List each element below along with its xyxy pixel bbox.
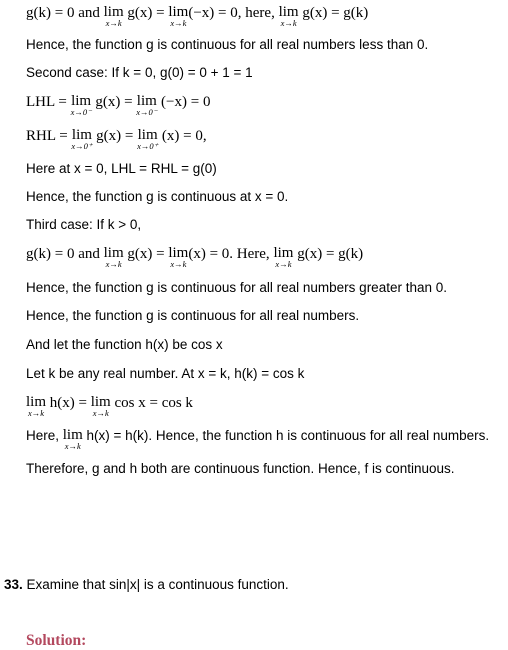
math-text: g(x) = bbox=[123, 246, 169, 262]
text-line-16: Therefore, g and h both are continuous function. Hence, f is continuous. bbox=[26, 461, 455, 476]
text-line-12: And let the function h(x) be cos x bbox=[26, 337, 223, 352]
text-line-3: Second case: If k = 0, g(0) = 0 + 1 = 1 bbox=[26, 65, 253, 80]
question-number: 33. bbox=[4, 577, 23, 592]
text-line-rhl bbox=[26, 127, 504, 150]
text-line-15 bbox=[26, 427, 504, 450]
text-span: h(x) = h(k). Hence, the function h is continuous for all real numbers. bbox=[82, 428, 490, 443]
limit-operator: lim x→k bbox=[62, 427, 83, 451]
math-text: RHL = bbox=[26, 128, 72, 144]
math-text: g(x) = bbox=[92, 128, 138, 144]
math-text: g(k) = 0 and bbox=[26, 5, 104, 21]
text-span: Here, bbox=[26, 428, 63, 443]
limit-operator: lim x→k bbox=[168, 4, 189, 28]
limit-operator: lim x→0⁺ bbox=[71, 127, 93, 151]
math-text: (x) = 0. Here, bbox=[188, 246, 274, 262]
math-text: g(x) = bbox=[91, 94, 137, 110]
limit-operator: lim x→k bbox=[103, 245, 124, 269]
math-text: (x) = 0, bbox=[158, 128, 207, 144]
math-text: (−x) = 0, here, bbox=[188, 5, 279, 21]
text-line-14 bbox=[26, 394, 504, 417]
text-line-6: Here at x = 0, LHL = RHL = g(0) bbox=[26, 161, 217, 176]
text-line-8: Third case: If k > 0, bbox=[26, 217, 142, 232]
text-line-2: Hence, the function g is continuous for all real numbers less than 0. bbox=[26, 37, 429, 52]
limit-operator: lim x→0⁻ bbox=[136, 93, 158, 117]
math-text: g(x) = g(k) bbox=[293, 246, 364, 262]
text-line-11: Hence, the function g is continuous for all real numbers. bbox=[26, 308, 360, 323]
math-text: g(x) = g(k) bbox=[298, 5, 369, 21]
limit-operator: lim x→k bbox=[168, 245, 189, 269]
solution-label: Solution: bbox=[26, 632, 87, 649]
limit-operator: lim x→0⁺ bbox=[137, 127, 159, 151]
math-text: h(x) = bbox=[46, 395, 91, 411]
math-text: (−x) = 0 bbox=[157, 94, 211, 110]
limit-operator: lim x→k bbox=[26, 394, 47, 418]
text-line-13: Let k be any real number. At x = k, h(k) = cos k bbox=[26, 366, 305, 381]
question-33 bbox=[4, 576, 504, 594]
math-text: cos x = cos k bbox=[110, 395, 193, 411]
text-line-7: Hence, the function g is continuous at x = 0. bbox=[26, 189, 289, 204]
math-text: g(x) = bbox=[123, 5, 169, 21]
math-text: g(k) = 0 and bbox=[26, 246, 104, 262]
limit-operator: lim x→0⁻ bbox=[70, 93, 92, 117]
text-line-10: Hence, the function g is continuous for all real numbers greater than 0. bbox=[26, 280, 447, 295]
limit-operator: lim x→k bbox=[103, 4, 124, 28]
question-text: Examine that sin|x| is a continuous function. bbox=[22, 577, 289, 592]
limit-operator: lim x→k bbox=[90, 394, 111, 418]
text-line-9 bbox=[26, 245, 504, 268]
limit-operator: lim x→k bbox=[273, 245, 294, 269]
limit-operator: lim x→k bbox=[278, 4, 299, 28]
math-text: LHL = bbox=[26, 94, 71, 110]
text-line-1 bbox=[26, 4, 504, 27]
text-line-lhl bbox=[26, 93, 504, 116]
